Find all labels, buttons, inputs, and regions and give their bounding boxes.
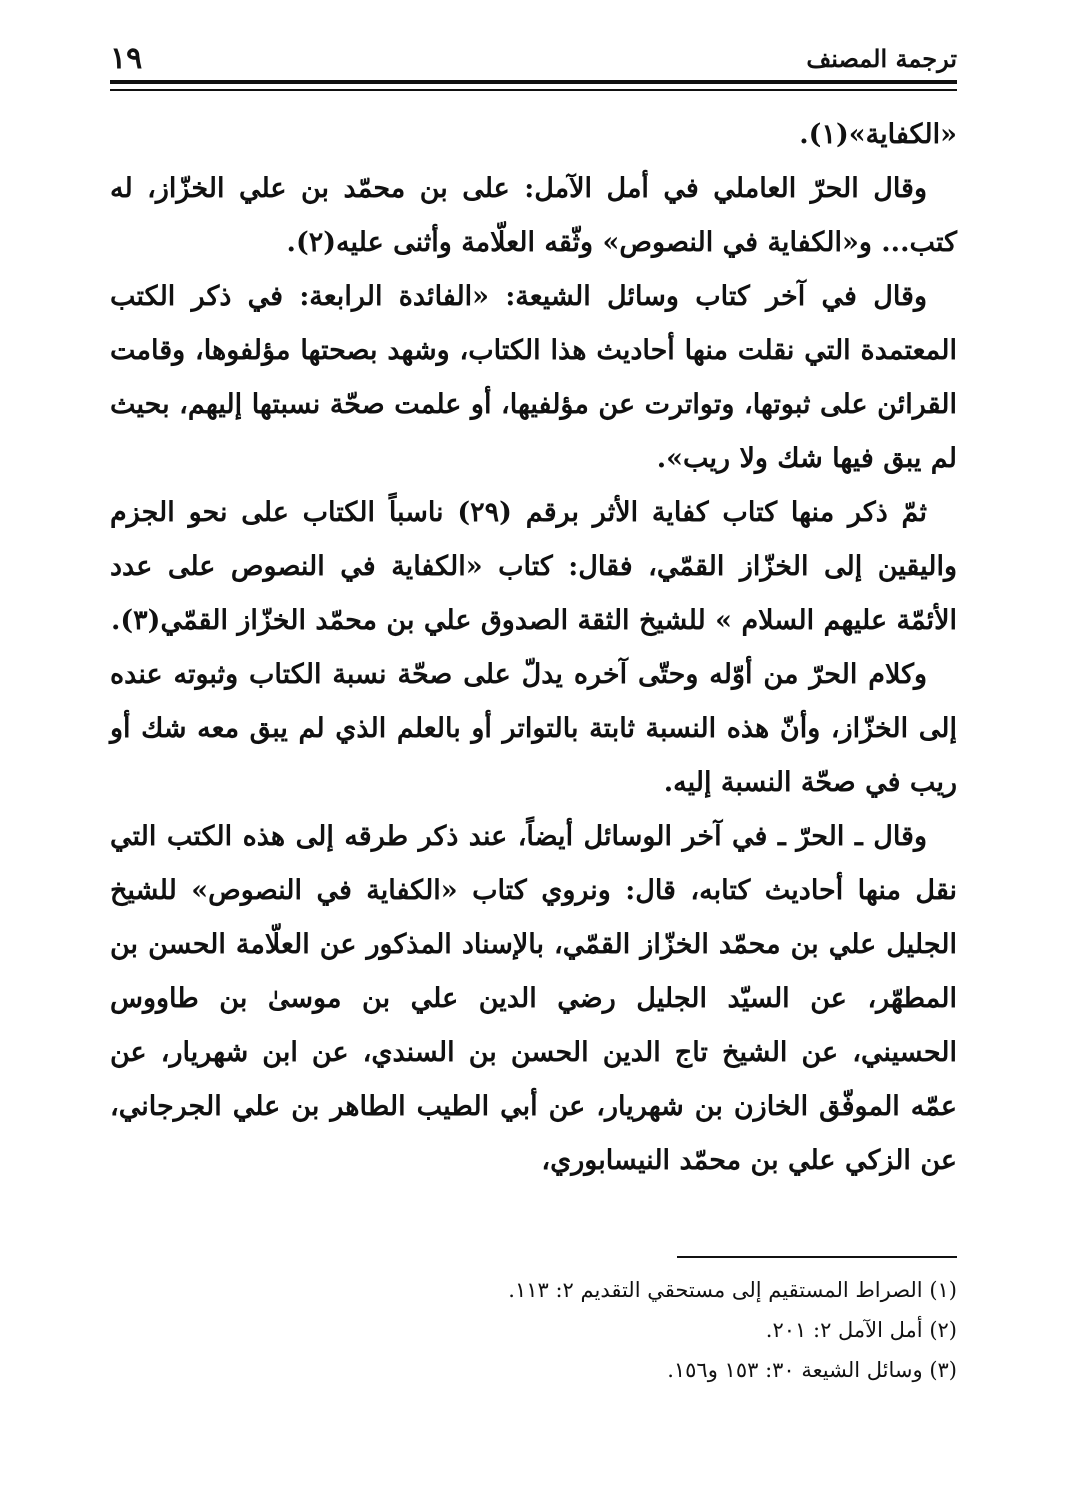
main-text (110, 108, 957, 1188)
paragraph-3: وقال في آخر كتاب وسائل الشيعة: «الفائدة الرابعة: في ذكر الكتب المعتمدة التي نقلت منها أحاديث هذا الكتاب، وشهد بصحتها مؤلفوها، وقامت القرائن على ثبوتها، وتواترت عن مؤلفيها، أو علمت صحّة نسبتها إليهم، بحيث لم يبق فيها شك ولا ريب». (110, 281, 957, 474)
paragraph-2: وقال الحرّ العاملي في أمل الآمل: على بن محمّد بن علي الخزّاز، له كتب... و«الكفاية في النصوص» وثّقه العلّامة وأثنى عليه(٢). (110, 173, 957, 258)
page-header (110, 38, 957, 78)
running-title: ترجمة المصنف (806, 43, 957, 73)
page-number: ١٩ (110, 40, 143, 76)
footnotes (110, 1270, 957, 1390)
paragraph-1: «الكفاية»(١). (799, 119, 957, 150)
footnote-2: (٢) أمل الآمل ٢: ٢٠١. (765, 1318, 957, 1342)
header-rule-thin (110, 89, 957, 91)
footnote-separator (677, 1256, 957, 1258)
paragraph-6: وقال ـ الحرّ ـ في آخر الوسائل أيضاً، عند ذكر طرقه إلى هذه الكتب التي نقل منها أحاديث كتابه، قال: ونروي كتاب «الكفاية في النصوص» للشيخ الجليل علي بن محمّد الخزّاز القمّي، بالإسناد المذكور عن العلّامة الحسن بن المطهّر، عن السيّد الجليل رضي الدين علي بن موسىٰ بن طاووس الحسيني، عن الشيخ تاج الدين الحسن بن السندي، عن ابن شهريار، عن عمّه الموفّق الخازن بن شهريار، عن أبي الطيب الطاهر بن علي الجرجاني، عن الزكي علي بن محمّد النيسابوري، (110, 821, 957, 1176)
header-rule-thick (110, 80, 957, 84)
paragraph-5: وكلام الحرّ من أوّله وحتّى آخره يدلّ على صحّة نسبة الكتاب وثبوته عنده إلى الخزّاز، وأنّ هذه النسبة ثابتة بالتواتر أو بالعلم الذي لم يبق معه شك أو ريب في صحّة النسبة إليه. (110, 659, 957, 798)
paragraph-4: ثمّ ذكر منها كتاب كفاية الأثر برقم (٢٩) ناسباً الكتاب على نحو الجزم واليقين إلى الخزّاز القمّي، فقال: كتاب «الكفاية في النصوص على عدد الأئمّة عليهم السلام » للشيخ الثقة الصدوق علي بن محمّد الخزّاز القمّي(٣). (110, 497, 957, 636)
footnote-3: (٣) وسائل الشيعة ٣٠: ١٥٣ و١٥٦. (667, 1358, 957, 1382)
footnote-1: (١) الصراط المستقيم إلى مستحقي التقديم ٢: ١١٣. (508, 1278, 957, 1302)
